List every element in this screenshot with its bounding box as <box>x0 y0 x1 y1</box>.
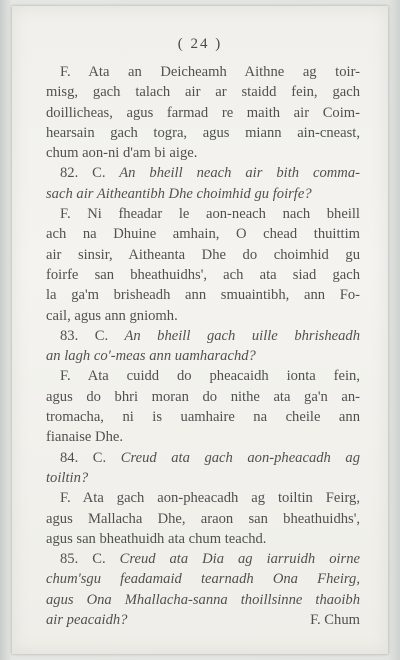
question-line: sach air Aitheantibh Dhe choimhid gu foirfe? <box>46 185 312 202</box>
text-line: tromacha, ni is uamhaire na cheile ann <box>46 409 360 426</box>
question-line: an lagh co'-meas ann uamharachd? <box>46 348 256 365</box>
catchword: F. Chum <box>310 612 360 629</box>
text-line: doillicheas, agus farmad re maith air Coim- <box>46 104 360 121</box>
text-line: ach na Dhuine amhain, O chead thuittim <box>46 226 360 243</box>
text-line: agus Mallacha Dhe, araon san bheathuidhs', <box>46 510 360 527</box>
question-line: agus Ona Mhallacha-sanna thoillsinne thaoibh <box>46 591 360 608</box>
question-label: 82. C. <box>60 165 106 182</box>
text-line: la ga'm brisheadh ann smuaintibh, ann Fo- <box>46 287 360 304</box>
question-line: toiltin? <box>46 469 89 486</box>
text-line: F. Ata an Deicheamh Aithne ag toir- <box>60 64 360 80</box>
question-line: 84. C. Creud ata gach aon-pheacadh ag <box>60 449 360 466</box>
text-line: chum aon-ni d'am bi aige. <box>46 145 198 162</box>
question-label: 85. C. <box>60 551 106 568</box>
text-line: air sinsir, Aitheanta Dhe do choimhid gu <box>46 246 360 263</box>
text-line: agus do bhri moran do nithe ata ga'n an- <box>46 388 360 405</box>
text-line: agus san bheathuidh ata chum teachd. <box>46 530 267 547</box>
text-line: F. Ata gach aon-pheacadh ag toiltin Feirg, <box>60 490 360 507</box>
book-page <box>12 6 388 654</box>
text-line: misg, gach talach air ar staidd fein, gach <box>46 84 360 101</box>
question-line: air peacaidh? F. Chum <box>46 610 360 630</box>
question-label: 84. C. <box>60 449 107 466</box>
text-line: cail, agus ann gniomh. <box>46 307 178 324</box>
page-number: ( 24 ) <box>177 36 223 52</box>
text-line: F. Ni fheadar le aon-neach nach bheill <box>60 206 360 223</box>
text-line: hearsain gach togra, agus miann ain-cneast, <box>46 124 360 141</box>
question-line: 82. C. An bheill neach air bith comma- <box>60 165 361 182</box>
text-line: F. Ata cuidd do pheacaidh ionta fein, <box>60 368 360 385</box>
question-label: 83. C. <box>60 327 109 344</box>
question-line: chum'sgu feadamaid tearnadh Ona Fheirg, <box>46 571 360 588</box>
page-text <box>46 62 360 630</box>
text-line: foirfe san bheathuidhs', ach ata siad gach <box>46 266 360 283</box>
text-line: fianaise Dhe. <box>46 429 123 446</box>
question-line: 85. C. Creud ata Dia ag iarruidh oirne <box>60 551 361 568</box>
question-line: 83. C. An bheill gach uille bhrisheadh <box>60 327 360 344</box>
